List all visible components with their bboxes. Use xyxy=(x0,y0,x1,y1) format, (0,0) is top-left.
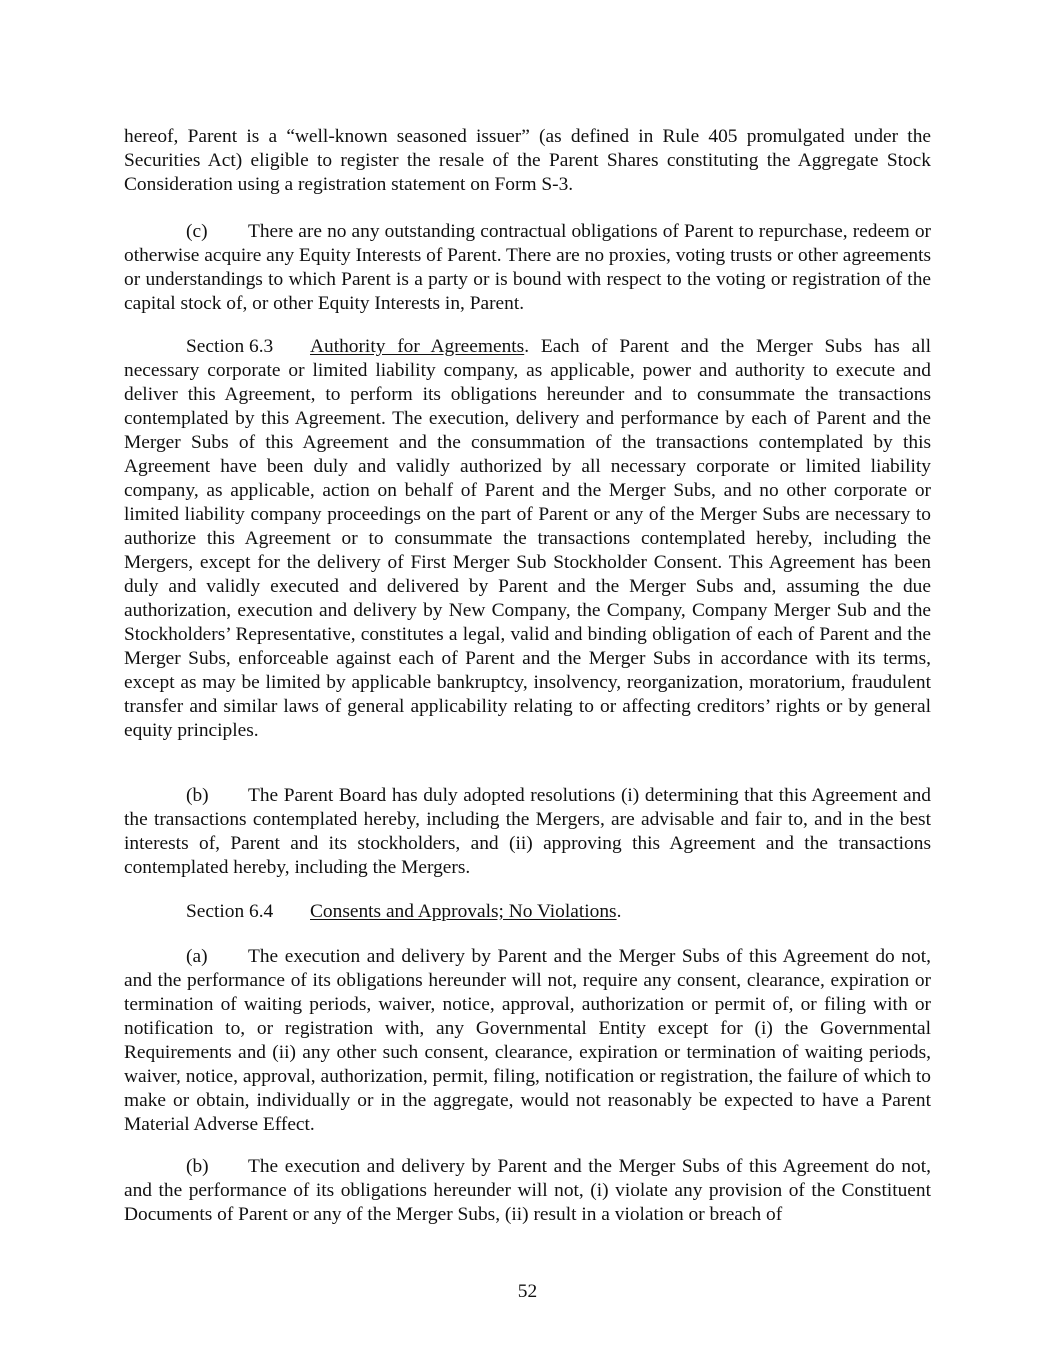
paragraph-b-board-resolutions xyxy=(124,784,931,880)
section-heading-end: . xyxy=(616,901,622,922)
paragraph-text: There are no any outstanding contractual obligations of Parent to repurchase, redeem or otherwise acquire any Equity Interests of Parent. There are no proxies, voting trusts or other agreements or understandings to which Parent is a party or is bound with respect to the voting or registration of the capital stock of, or other Equity Interests in, Parent. xyxy=(124,221,931,314)
clause-label: (b) xyxy=(186,785,209,806)
clause-label: (c) xyxy=(186,221,208,242)
section-6-3 xyxy=(124,335,931,743)
section-number: Section 6.4 xyxy=(186,901,274,922)
section-heading: Authority for Agreements xyxy=(310,336,525,357)
paragraph-b-no-violations xyxy=(124,1155,931,1227)
paragraph-text: The execution and delivery by Parent and the Merger Subs of this Agreement do not, and the performance of its obligations hereunder will not, require any consent, clearance, expiration or termination of waiting periods, waiver, notice, approval, authorization or permit of, or filing with or notification to, or registration with, any Governmental Entity except for (i) the Governmental Requirements and (ii) any other such consent, clearance, expiration or termination of waiting periods, waiver, notice, approval, authorization, permit, filing, notification or registration, the failure of which to make or obtain, individually or in the aggregate, would not reasonably be expected to have a Parent Material Adverse Effect. xyxy=(124,946,931,1135)
page-number: 52 xyxy=(517,1281,538,1302)
paragraph-wksi xyxy=(124,125,931,197)
section-heading: Consents and Approvals; No Violations xyxy=(310,901,617,922)
paragraph-text: The Parent Board has duly adopted resolutions (i) determining that this Agreement and the transactions contemplated hereby, including the Mergers, are advisable and fair to, and in the best interests of, Parent and its stockholders, and (ii) approving this Agreement and the transactions contemplated hereby, including the Mergers. xyxy=(124,785,931,878)
clause-label: (a) xyxy=(186,946,208,967)
paragraph-a-consents xyxy=(124,945,931,1137)
clause-label: (b) xyxy=(186,1156,209,1177)
section-number: Section 6.3 xyxy=(186,336,274,357)
paragraph-text: hereof, Parent is a “well-known seasoned issuer” (as defined in Rule 405 promulgated under the Securities Act) eligible to register the resale of the Parent Shares constituting the Aggregate Stock Consideration using a registration statement on Form S-3. xyxy=(124,126,931,195)
paragraph-text: The execution and delivery by Parent and the Merger Subs of this Agreement do not, and the performance of its obligations hereunder will not, (i) violate any provision of the Constituent Documents of Parent or any of the Merger Subs, (ii) result in a violation or breach of xyxy=(124,1156,931,1225)
paragraph-c-no-obligations xyxy=(124,220,931,316)
section-6-4 xyxy=(124,900,931,924)
section-text: . Each of Parent and the Merger Subs has all necessary corporate or limited liability company, as applicable, power and authority to execute and deliver this Agreement, to perform its obligations hereunder and to consummate the transactions contemplated by this Agreement. The execution, delivery and performance by each of Parent and the Merger Subs of this Agreement and the consummation of the transactions contemplated by this Agreement have been duly and validly authorized by all necessary corporate or limited liability company, as applicable, action on behalf of Parent and the Merger Subs, and no other corporate or limited liability company proceedings on the part of Parent or any of the Merger Subs are necessary to authorize this Agreement or to consummate the transactions contemplated hereby, including the Mergers, except for the delivery of First Merger Sub Stockholder Consent. This Agreement has been duly and validly executed and delivered by Parent and the Merger Subs and, assuming the due authorization, execution and delivery by New Company, the Company, Company Merger Sub and the Stockholders’ Representative, constitutes a legal, valid and binding obligation of each of Parent and the Merger Subs, enforceable against each of Parent and the Merger Subs in accordance with its terms, except as may be limited by applicable bankruptcy, insolvency, reorganization, moratorium, fraudulent transfer and similar laws of general applicability relating to or affecting creditors’ rights or by general equity principles. xyxy=(124,336,931,741)
